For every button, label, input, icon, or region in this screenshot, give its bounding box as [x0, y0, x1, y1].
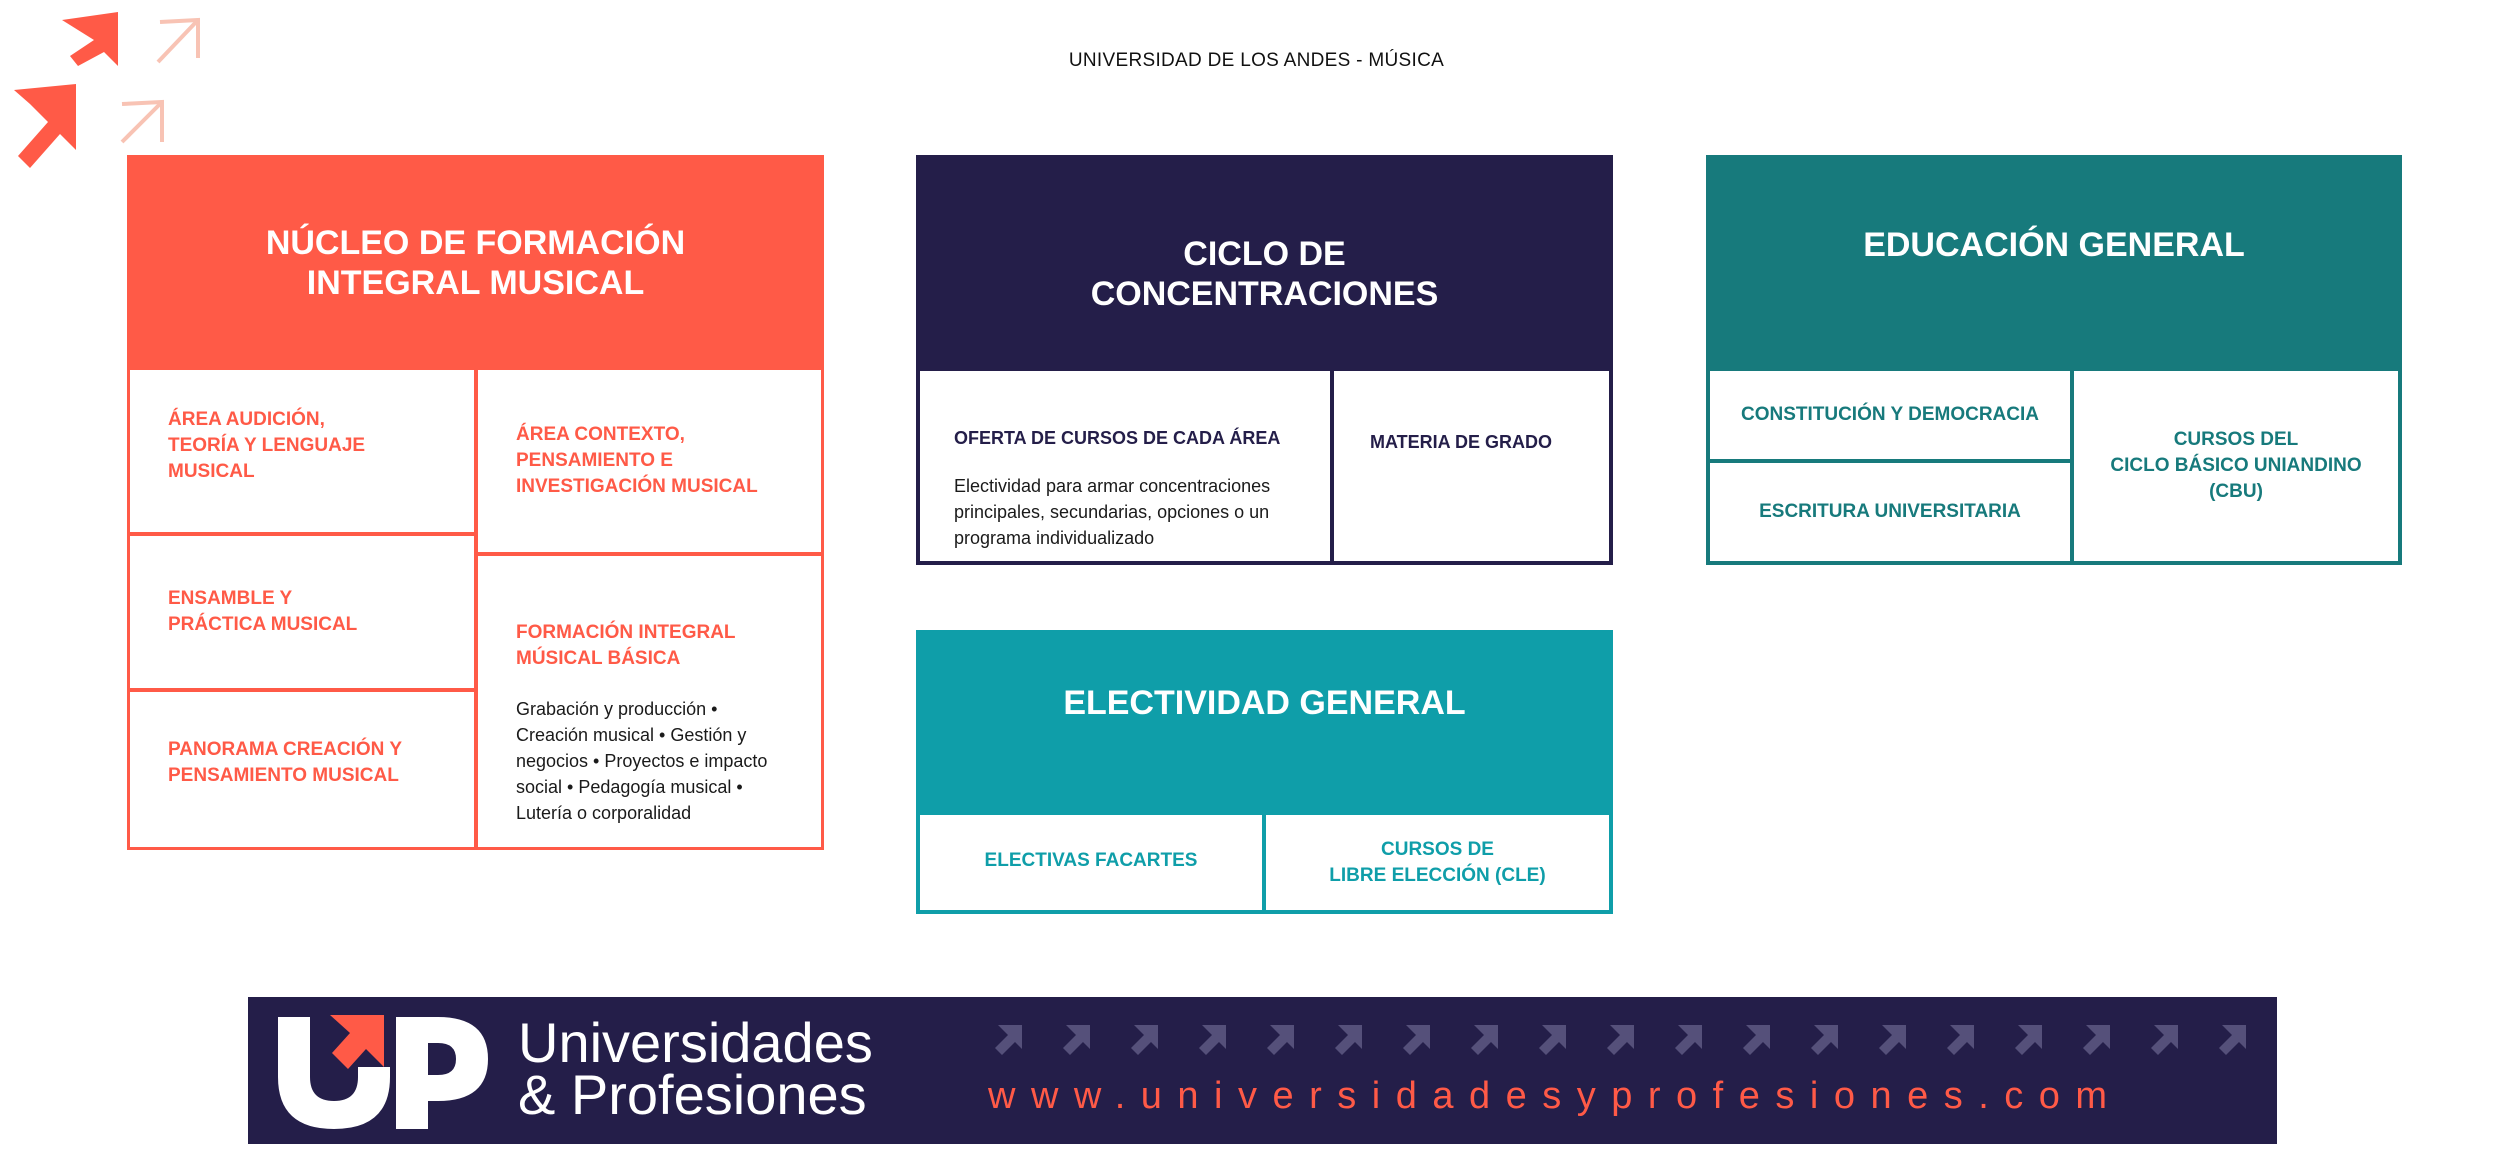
up-banner — [248, 997, 2277, 1144]
banner-arrow-icon — [2219, 1025, 2246, 1055]
electividad-general-block — [916, 630, 1613, 914]
banner-arrow-icon — [1335, 1025, 1362, 1055]
banner-arrow-icon — [1539, 1025, 1566, 1055]
materia-grado-label: MATERIA DE GRADO — [1370, 432, 1552, 452]
banner-arrow-icon — [1199, 1025, 1226, 1055]
oferta-cursos-description: Electividad para armar concentraciones principales, secundarias, opciones o un programa individualizado — [954, 476, 1271, 548]
panorama-cell — [130, 692, 474, 847]
cbu-label: CURSOS DEL CICLO BÁSICO UNIANDINO (CBU) — [2110, 429, 2362, 502]
electividad-general-title: ELECTIVIDAD GENERAL — [1063, 684, 1466, 722]
constitucion-democracia-label: CONSTITUCIÓN Y DEMOCRACIA — [1740, 404, 2040, 425]
page-title: UNIVERSIDAD DE LOS ANDES - MÚSICA — [1068, 50, 1445, 71]
oferta-cursos-label: OFERTA DE CURSOS DE CADA ÁREA — [954, 428, 1281, 448]
up-website-url: www.universidadesyprofesiones.com — [988, 1075, 2123, 1117]
banner-arrow-icon — [1471, 1025, 1498, 1055]
banner-arrows-icon — [988, 1021, 2263, 1057]
ensamble-label: ENSAMBLE Y PRÁCTICA MUSICAL — [168, 588, 358, 635]
banner-arrow-icon — [1403, 1025, 1430, 1055]
area-audicion-cell — [130, 370, 474, 532]
banner-arrow-icon — [1267, 1025, 1294, 1055]
electivas-facartes-label: ELECTIVAS FACARTES — [984, 849, 1198, 871]
banner-arrow-icon — [1675, 1025, 1702, 1055]
banner-arrow-icon — [1743, 1025, 1770, 1055]
ensamble-cell — [130, 536, 474, 688]
formacion-integral-cell — [478, 556, 821, 847]
banner-arrow-icon — [1879, 1025, 1906, 1055]
ciclo-block — [916, 155, 1613, 565]
banner-arrow-icon — [1947, 1025, 1974, 1055]
electivas-facartes-cell — [920, 815, 1262, 910]
banner-arrow-icon — [1063, 1025, 1090, 1055]
constitucion-democracia-cell — [1710, 371, 2070, 459]
banner-arrow-icon — [2151, 1025, 2178, 1055]
banner-arrow-icon — [995, 1025, 1022, 1055]
cbu-cell — [2074, 371, 2398, 561]
panorama-label: PANORAMA CREACIÓN Y PENSAMIENTO MUSICAL — [168, 738, 402, 786]
educacion-general-block — [1706, 155, 2402, 565]
educacion-general-title: EDUCACIÓN GENERAL — [1863, 226, 2245, 264]
ciclo-title: CICLO DE CONCENTRACIONES — [1090, 235, 1439, 313]
area-contexto-label: ÁREA CONTEXTO, PENSAMIENTO E INVESTIGACIÓN MUSICAL — [516, 424, 758, 497]
oferta-cursos-cell — [920, 371, 1330, 561]
banner-arrow-icon — [1811, 1025, 1838, 1055]
formacion-integral-label: FORMACIÓN INTEGRAL MÚSICAL BÁSICA — [516, 622, 736, 669]
banner-arrow-icon — [1607, 1025, 1634, 1055]
libre-eleccion-label: CURSOS DE LIBRE ELECCIÓN (CLE) — [1329, 838, 1546, 886]
nucleo-title: NÚCLEO DE FORMACIÓN INTEGRAL MUSICAL — [265, 223, 686, 302]
escritura-universitaria-cell — [1710, 463, 2070, 561]
corner-arrows-icon — [0, 0, 210, 180]
up-logo-icon — [278, 1011, 488, 1129]
formacion-integral-description: Grabación y producción • Creación musical • Gestión y negocios • Proyectos e impacto social • Pedagogía musical • Lutería o corporalidad — [516, 699, 768, 823]
nucleo-block — [127, 155, 824, 850]
area-contexto-cell — [478, 370, 821, 552]
up-brand-name: Universidades & Profesiones — [518, 1011, 873, 1126]
materia-grado-cell — [1334, 371, 1609, 561]
banner-arrow-icon — [2015, 1025, 2042, 1055]
libre-eleccion-cell — [1266, 815, 1609, 910]
escritura-universitaria-label: ESCRITURA UNIVERSITARIA — [1759, 501, 2021, 522]
banner-arrow-icon — [2083, 1025, 2110, 1055]
area-audicion-label: ÁREA AUDICIÓN, TEORÍA Y LENGUAJE MUSICAL — [168, 409, 366, 482]
banner-arrow-icon — [1131, 1025, 1158, 1055]
